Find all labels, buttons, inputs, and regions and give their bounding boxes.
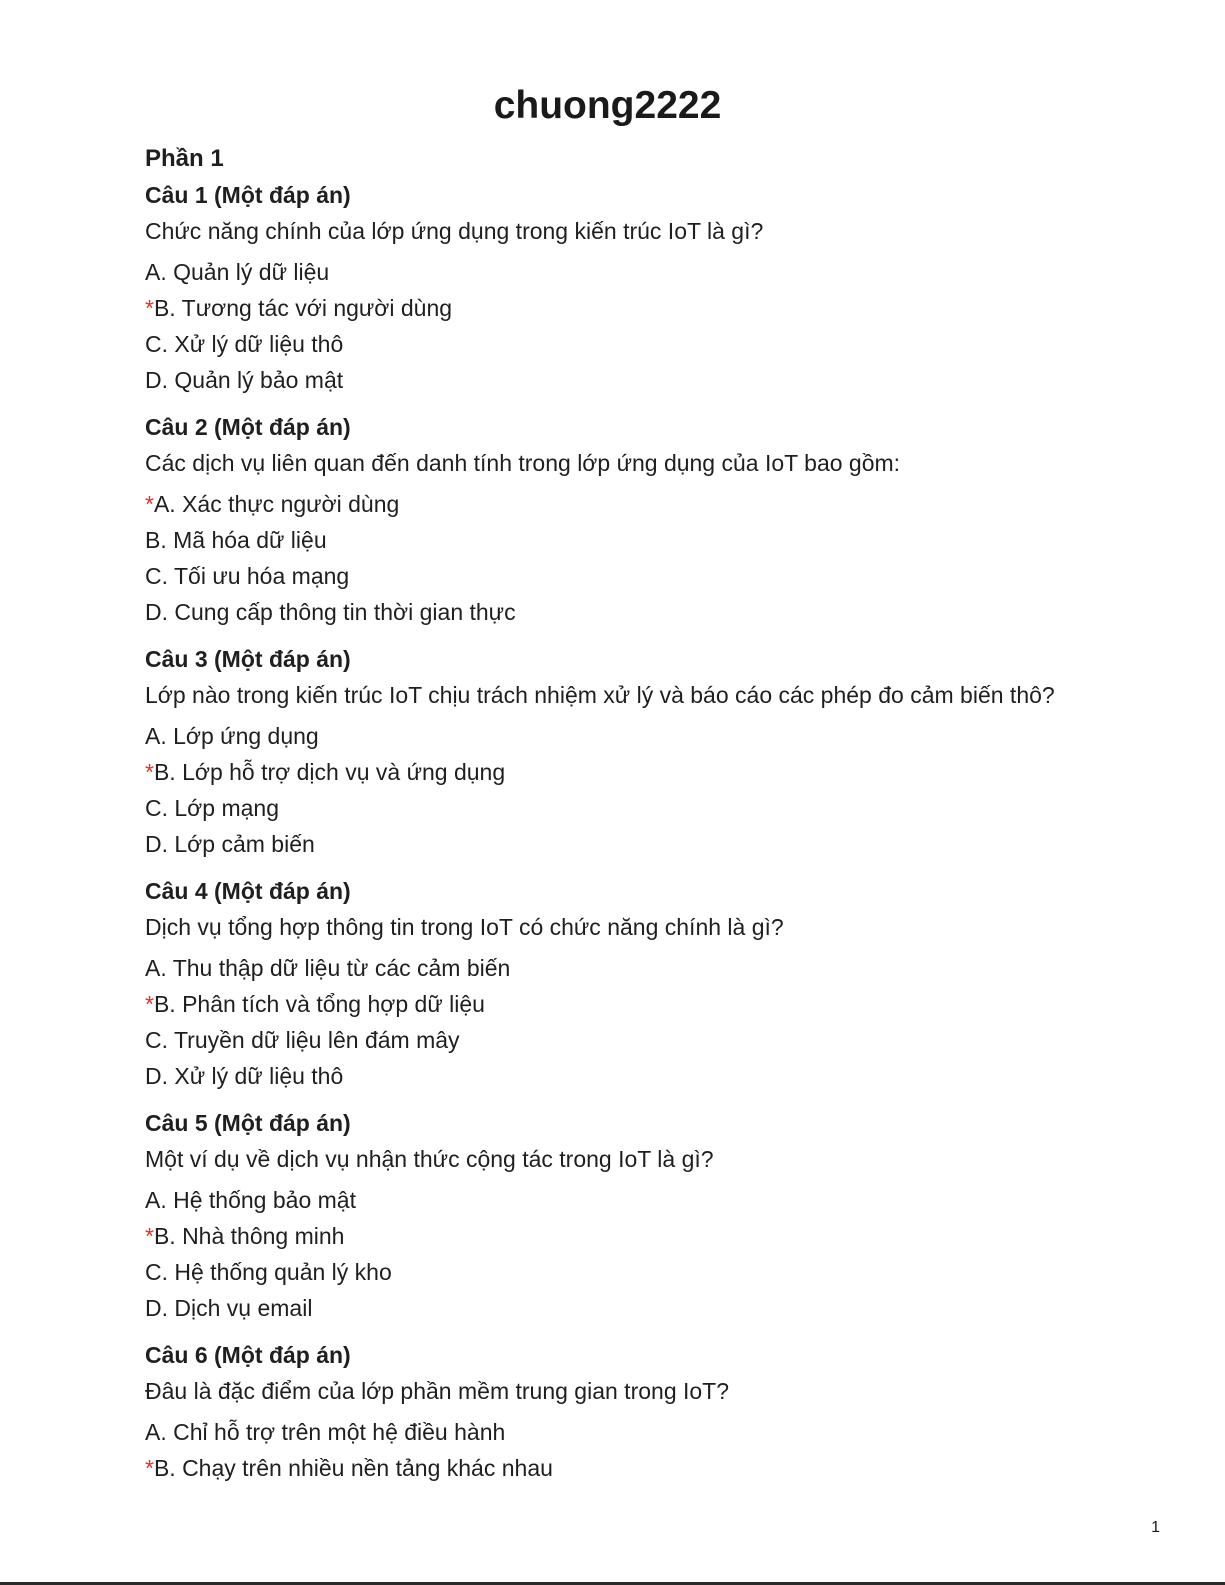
question-spacer bbox=[145, 398, 1185, 409]
question-heading: Câu 1 (Một đáp án) bbox=[145, 182, 351, 208]
answer-option-label: B. Phân tích và tổng hợp dữ liệu bbox=[153, 991, 485, 1017]
answer-option bbox=[145, 326, 1185, 362]
answer-option-label: B. Tương tác với người dùng bbox=[153, 295, 453, 321]
question-spacer bbox=[145, 1094, 1185, 1105]
answer-option-correct bbox=[145, 1450, 1185, 1486]
question-spacer bbox=[145, 862, 1185, 873]
answer-option-correct bbox=[145, 486, 1185, 522]
answer-option bbox=[145, 950, 1185, 986]
question-list bbox=[145, 177, 1185, 1486]
answer-option-label: D. Quản lý bảo mật bbox=[145, 367, 344, 393]
answer-options bbox=[145, 1414, 1185, 1486]
answer-option-label: A. Quản lý dữ liệu bbox=[145, 259, 330, 285]
correct-answer-marker: * bbox=[145, 491, 154, 517]
answer-option-label: C. Hệ thống quản lý kho bbox=[145, 1259, 392, 1285]
question-heading: Câu 2 (Một đáp án) bbox=[145, 414, 351, 440]
answer-option bbox=[145, 522, 1185, 558]
answer-options bbox=[145, 1182, 1185, 1326]
answer-option-correct bbox=[145, 986, 1185, 1022]
answer-options bbox=[145, 254, 1185, 398]
answer-option-label: B. Mã hóa dữ liệu bbox=[145, 527, 327, 553]
question-spacer bbox=[145, 630, 1185, 641]
correct-answer-marker: * bbox=[145, 1223, 154, 1249]
section-heading: Phần 1 bbox=[145, 145, 224, 172]
question-text: Các dịch vụ liên quan đến danh tính trong lớp ứng dụng của IoT bao gồm: bbox=[145, 450, 901, 476]
question-heading: Câu 5 (Một đáp án) bbox=[145, 1110, 351, 1136]
question-text: Dịch vụ tổng hợp thông tin trong IoT có chức năng chính là gì? bbox=[145, 914, 784, 940]
answer-option-label: A. Thu thập dữ liệu từ các cảm biến bbox=[145, 955, 511, 981]
answer-option-label: B. Lớp hỗ trợ dịch vụ và ứng dụng bbox=[153, 759, 506, 785]
answer-option-label: C. Lớp mạng bbox=[145, 795, 279, 821]
answer-option-correct bbox=[145, 1218, 1185, 1254]
answer-option-label: B. Chạy trên nhiều nền tảng khác nhau bbox=[153, 1455, 553, 1481]
answer-option-label: A. Lớp ứng dụng bbox=[145, 723, 319, 749]
answer-option bbox=[145, 1022, 1185, 1058]
answer-option bbox=[145, 362, 1185, 398]
answer-option bbox=[145, 718, 1185, 754]
question-text: Lớp nào trong kiến trúc IoT chịu trách nhiệm xử lý và báo cáo các phép đo cảm biến thô? bbox=[145, 682, 1055, 708]
correct-answer-marker: * bbox=[145, 759, 154, 785]
answer-option-label: D. Cung cấp thông tin thời gian thực bbox=[145, 599, 516, 625]
question-block bbox=[145, 873, 1185, 1094]
question-block bbox=[145, 1337, 1185, 1486]
answer-option-label: C. Xử lý dữ liệu thô bbox=[145, 331, 344, 357]
answer-option-label: A. Xác thực người dùng bbox=[153, 491, 400, 517]
answer-option bbox=[145, 594, 1185, 630]
answer-options bbox=[145, 718, 1185, 862]
page-number: 1 bbox=[1151, 1519, 1160, 1536]
answer-option bbox=[145, 1182, 1185, 1218]
answer-option bbox=[145, 1414, 1185, 1450]
answer-option-label: B. Nhà thông minh bbox=[153, 1223, 345, 1249]
question-heading: Câu 4 (Một đáp án) bbox=[145, 878, 351, 904]
answer-option-label: D. Dịch vụ email bbox=[145, 1295, 313, 1321]
question-heading: Câu 3 (Một đáp án) bbox=[145, 646, 351, 672]
question-text: Một ví dụ về dịch vụ nhận thức cộng tác trong IoT là gì? bbox=[145, 1146, 714, 1172]
question-block bbox=[145, 409, 1185, 630]
answer-options bbox=[145, 950, 1185, 1094]
answer-option bbox=[145, 1254, 1185, 1290]
question-heading: Câu 6 (Một đáp án) bbox=[145, 1342, 351, 1368]
answer-option-label: D. Lớp cảm biến bbox=[145, 831, 315, 857]
correct-answer-marker: * bbox=[145, 991, 154, 1017]
answer-option-label: C. Tối ưu hóa mạng bbox=[145, 563, 350, 589]
correct-answer-marker: * bbox=[145, 1455, 154, 1481]
answer-option-label: A. Hệ thống bảo mật bbox=[145, 1187, 356, 1213]
question-block bbox=[145, 177, 1185, 398]
answer-option bbox=[145, 254, 1185, 290]
answer-option bbox=[145, 826, 1185, 862]
answer-option bbox=[145, 1058, 1185, 1094]
answer-options bbox=[145, 486, 1185, 630]
answer-option-correct bbox=[145, 290, 1185, 326]
question-text: Đâu là đặc điểm của lớp phần mềm trung gian trong IoT? bbox=[145, 1378, 730, 1404]
question-block bbox=[145, 641, 1185, 862]
answer-option bbox=[145, 1290, 1185, 1326]
answer-option bbox=[145, 558, 1185, 594]
correct-answer-marker: * bbox=[145, 295, 154, 321]
document-content bbox=[145, 141, 1185, 1486]
question-block bbox=[145, 1105, 1185, 1326]
question-spacer bbox=[145, 1326, 1185, 1337]
question-text: Chức năng chính của lớp ứng dụng trong kiến trúc IoT là gì? bbox=[145, 218, 764, 244]
answer-option-label: A. Chỉ hỗ trợ trên một hệ điều hành bbox=[145, 1419, 506, 1445]
answer-option-label: C. Truyền dữ liệu lên đám mây bbox=[145, 1027, 460, 1053]
answer-option bbox=[145, 790, 1185, 826]
answer-option-correct bbox=[145, 754, 1185, 790]
answer-option-label: D. Xử lý dữ liệu thô bbox=[145, 1063, 344, 1089]
document-title: chuong2222 bbox=[493, 84, 722, 127]
